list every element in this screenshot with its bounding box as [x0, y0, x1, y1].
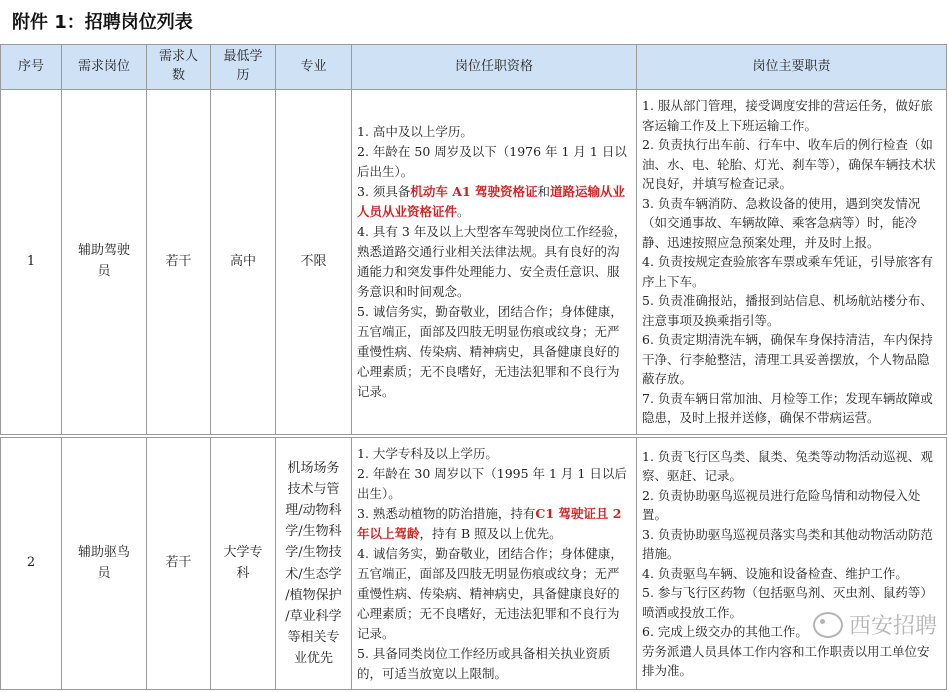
duty-item: 1. 负责飞行区鸟类、鼠类、兔类等动物活动巡视、观察、驱赶、记录。: [642, 448, 933, 483]
qual-item: 5. 诚信务实，勤奋敬业，团结合作；身体健康，五官端正，面部及四肢无明显伤痕或纹身；无严重慢性病、传染病、精神病史，具备健康良好的心理素质；无不良嗜好，无违法犯罪和不良行为记录。: [357, 304, 623, 399]
duty-item: 2. 负责协助驱鸟巡视员进行危险鸟情和动物侵入处置。: [642, 487, 921, 522]
cell-qualifications: [352, 438, 637, 690]
recruitment-table-continued: [0, 437, 947, 690]
table-row: [1, 90, 947, 435]
page-title: 附件 1：招聘岗位列表: [12, 12, 193, 33]
header-count: 需求人 数: [147, 45, 211, 90]
qual-item: 3. 须具备机动车 A1 驾驶资格证和道路运输从业人员从业资格证件。: [357, 184, 626, 219]
header-seq: 序号: [1, 45, 62, 90]
cell-duties: [637, 90, 947, 435]
qual-item: 5. 具备同类岗位工作经历或具备相关执业资质的，可适当放宽以上限制。: [357, 645, 611, 681]
highlight-text: 机动车 A1 驾驶资格证: [410, 184, 538, 199]
cell-edu: 大学专 科: [211, 438, 276, 690]
cell-qualifications: [352, 90, 637, 435]
cell-post: 辅助驾驶 员: [62, 90, 147, 435]
qual-item: 1. 大学专科及以上学历。: [357, 445, 498, 461]
header-duty: 岗位主要职责: [637, 45, 947, 90]
duty-item: 3. 负责协助驱鸟巡视员落实鸟类和其他动物活动防范措施。: [642, 526, 933, 561]
header-post: 需求岗位: [62, 45, 147, 90]
duty-item: 7. 负责车辆日常加油、月检等工作；发现车辆故障或隐患，及时上报并送修，确保不带病运营。: [642, 390, 933, 426]
highlight-text: C1 驾驶证且 2 年以上驾龄: [357, 505, 622, 541]
duty-item: 5. 参与飞行区药物（包括驱鸟剂、灭虫剂、鼠药等）喷洒或投放工作。: [642, 585, 933, 620]
table-header-row: [1, 45, 947, 90]
cell-duties: [637, 438, 947, 690]
recruitment-table: [0, 44, 947, 435]
highlight-text: 道路运输从业人员从业资格证件: [357, 184, 626, 219]
cell-count: 若干: [147, 438, 211, 690]
duty-item: 4. 负责驱鸟车辆、设施和设备检查、维护工作。: [642, 565, 908, 581]
cell-edu: 高中: [211, 90, 276, 435]
duty-item: 5. 负责准确报站，播报到站信息、机场航站楼分布、注意事项及换乘指引等。: [642, 293, 933, 328]
duty-item: 劳务派遣人员具体工作内容和工作职责以用工单位安排为准。: [642, 643, 930, 678]
qual-item: 2. 年龄在 50 周岁及以下（1976 年 1 月 1 日以后出生）。: [357, 144, 627, 179]
cell-post: 辅助驱鸟 员: [62, 438, 147, 690]
header-edu: 最低学 历: [211, 45, 276, 90]
duty-item: 1. 服从部门管理，接受调度安排的营运任务，做好旅客运输工作及上下班运输工作。: [642, 98, 933, 133]
qual-item: 2. 年龄在 30 周岁以下（1995 年 1 月 1 日以后出生）。: [357, 465, 627, 501]
cell-count: 若干: [147, 90, 211, 435]
qual-item: 4. 诚信务实，勤奋敬业，团结合作；身体健康，五官端正，面部及四肢无明显伤痕或纹身；无严重慢性病、传染病、精神病史，具备健康良好的心理素质；无不良嗜好，无违法犯罪和不良行为记录。: [357, 545, 623, 641]
duty-item: 2. 负责执行出车前、行车中、收车后的例行检查（如油、水、电、轮胎、灯光、刹车等），确保车辆技术状况良好，并填写检查记录。: [642, 137, 936, 192]
cell-seq: 1: [1, 90, 62, 435]
qual-item: 3. 熟悉动植物的防治措施，持有C1 驾驶证且 2 年以上驾龄，持有 B 照及以上优先。: [357, 505, 622, 541]
header-major: 专业: [276, 45, 352, 90]
duty-item: 6. 完成上级交办的其他工作。: [642, 624, 808, 639]
duty-item: 4. 负责按规定查验旅客车票或乘车凭证，引导旅客有序上下车。: [642, 254, 933, 289]
header-qual: 岗位任职资格: [352, 45, 637, 90]
qual-item: 1. 高中及以上学历。: [357, 124, 473, 139]
qual-item: 4. 具有 3 年及以上大型客车驾驶岗位工作经验，熟悉道路交通行业相关法律法规。具有良好的沟通能力和突发事件处理能力、安全责任意识、服务意识和时间观念。: [357, 224, 627, 299]
cell-seq: 2: [1, 438, 62, 690]
watermark-text: 西安招聘: [848, 614, 937, 639]
duty-item: 3. 负责车辆消防、急救设备的使用，遇到突发情况（如交通事故、车辆故障、乘客急病等）时，能冷静、迅速按照应急预案处理，并及时上报。: [642, 195, 921, 250]
table-row: [1, 438, 947, 690]
duty-item: 6. 负责定期清洗车辆，确保车身保持清洁，车内保持干净、行李舱整洁，清理工具妥善摆放，个人物品隐蔽存放。: [642, 332, 933, 387]
cell-major: 机场场务 技术与管 理/动物科 学/生物科 学/生物技 术/生态学 /植物保护 /草业科学 等相关专 业优先: [276, 438, 352, 690]
cell-major: 不限: [276, 90, 352, 435]
